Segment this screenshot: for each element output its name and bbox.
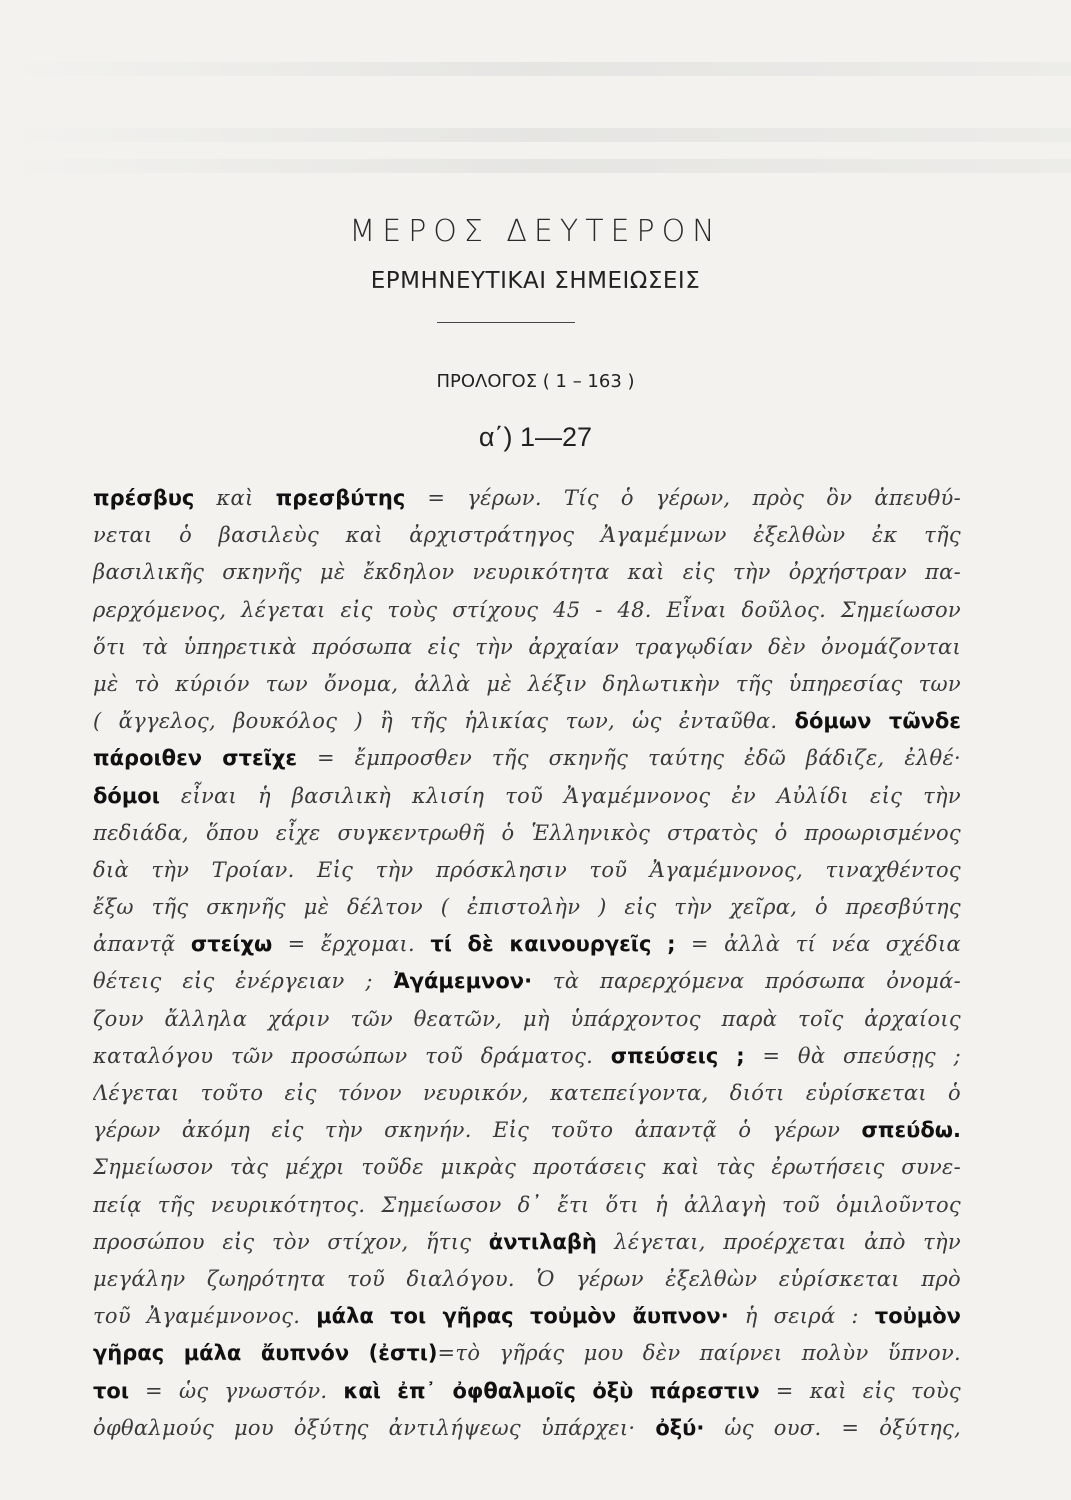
text-line (93, 963, 961, 1000)
text-line (93, 815, 961, 852)
lemma-term: Ἀγάμεμνον· (393, 969, 533, 994)
commentary-segment: θέτεις εἰς ἐνέργειαν ; (93, 969, 394, 994)
show-through-line (0, 159, 1071, 173)
text-line (93, 703, 961, 740)
text-line (93, 1261, 961, 1298)
text-line (93, 1112, 961, 1149)
commentary-segment: = ἔρχομαι. (272, 932, 431, 957)
lemma-term: τί δὲ καινουργεῖς ; (430, 932, 676, 957)
text-line (93, 740, 961, 777)
text-line (93, 480, 961, 517)
commentary-segment: διὰ τὴν Τροίαν. Εἰς τὴν πρόσκλησιν τοῦ Ἀγαμέμνονος, τιναχθέντος (93, 857, 961, 882)
commentary-segment: καὶ (194, 486, 276, 510)
commentary-segment: ὡς ουσ. = ὀξύτης, (704, 1415, 961, 1440)
text-line (93, 1373, 961, 1410)
lemma-term: πάροιθεν στεῖχε (93, 746, 298, 771)
lemma-term: δόμων τῶνδε (794, 709, 961, 734)
commentary-segment: προσώπου εἰς τὸν στίχον, ἥτις (93, 1229, 489, 1254)
commentary-segment: = ἔμπροσθεν τῆς σκηνῆς ταύτης ἐδῶ βάδιζε, ἐλθέ· (297, 746, 961, 771)
commentary-segment: λέγεται, προέρχεται ἀπὸ τὴν (596, 1229, 961, 1254)
lemma-term: μάλα τοι γῆρας τοὐμὸν ἄυπνον· (316, 1304, 729, 1329)
lemma-term: καὶ ἐπ᾽ ὀφθαλμοῖς ὀξὺ πάρεστιν (343, 1378, 760, 1403)
commentary-segment: =τὸ γῆράς μου δὲν παίρνει πολὺν ὕπνον. (437, 1341, 961, 1366)
show-through-line (0, 62, 1071, 76)
text-line (93, 1187, 961, 1224)
text-line (93, 889, 961, 926)
commentary-segment: ἀπαντᾷ (93, 932, 191, 957)
lemma-term: στείχω (190, 932, 273, 957)
commentary-segment: τὰ παρερχόμενα πρόσωπα ὀνομά- (532, 969, 961, 994)
lemma-term: σπεύσεις ; (610, 1043, 745, 1068)
commentary-segment: νεται ὁ βασιλεὺς καὶ ἀρχιστράτηγος Ἀγαμέμνων ἐξελθὼν ἐκ τῆς (93, 523, 961, 548)
text-line (93, 517, 961, 554)
commentary-segment: Σημείωσον τὰς μέχρι τοῦδε μικρὰς προτάσεις καὶ τὰς ἐρωτήσεις συνε- (93, 1155, 961, 1180)
commentary-segment: ζουν ἄλληλα χάριν τῶν θεατῶν, μὴ ὑπάρχοντος παρὰ τοῖς ἀρχαίοις (93, 1006, 961, 1031)
commentary-segment: τοῦ Ἀγαμέμνονος. (93, 1304, 317, 1329)
commentary-segment: ( ἄγγελος, βουκόλος ) ἢ τῆς ἡλικίας των, ὡς ἐνταῦθα. (93, 709, 795, 734)
text-line (93, 1335, 961, 1372)
text-line (93, 852, 961, 889)
divider (437, 322, 575, 323)
text-line (93, 592, 961, 629)
text-line (93, 1038, 961, 1075)
lemma-term: πρέσβυς (93, 486, 195, 510)
lemma-term: δόμοι (93, 783, 160, 808)
lemma-term: σπεύδω. (861, 1118, 961, 1143)
commentary-segment: ὀφθαλμούς μου ὀξύτης ἀντιλήψεως ὑπάρχει· (93, 1415, 656, 1440)
lemma-term: ὀξύ· (655, 1415, 705, 1440)
commentary-segment: ὅτι τὰ ὑπηρετικὰ πρόσωπα εἰς τὴν ἀρχαίαν τραγῳδίαν δὲν ὀνομάζονται (93, 634, 961, 659)
commentary-segment: ἡ σειρά : (728, 1304, 875, 1329)
commentary-segment: ρερχόμενος, λέγεται εἰς τοὺς στίχους 45 - 48. Εἶναι δοῦλος. Σημείωσον (93, 597, 961, 622)
prologue-heading: ΠΡΟΛΟΓΟΣ ( 1 – 163 ) (436, 371, 635, 392)
text-line (93, 1001, 961, 1038)
text-line (93, 554, 961, 591)
text-line (93, 666, 961, 703)
text-line (93, 1298, 961, 1335)
commentary-segment: Λέγεται τοῦτο εἰς τόνον νευρικόν, κατεπείγοντα, διότι εὑρίσκεται ὁ (93, 1081, 961, 1105)
commentary-segment: μὲ τὸ κύριόν των ὄνομα, ἀλλὰ μὲ λέξιν δηλωτικὴν τῆς ὑπηρεσίας των (93, 671, 961, 696)
lemma-term: τοι (93, 1378, 130, 1403)
commentary-segment: πείᾳ τῆς νευρικότητος. Σημείωσον δ᾽ ἔτι ὅτι ἡ ἀλλαγὴ τοῦ ὁμιλοῦντος (93, 1192, 961, 1217)
commentary-segment: = θὰ σπεύσῃς ; (744, 1043, 961, 1068)
text-line (93, 926, 961, 963)
commentary-segment: ἔξω τῆς σκηνῆς μὲ δέλτον ( ἐπιστολὴν ) εἰς τὴν χεῖρα, ὁ πρεσβύτης (93, 895, 961, 920)
text-line (93, 629, 961, 666)
commentary-segment: εἶναι ἡ βασιλικὴ κλισίη τοῦ Ἀγαμέμνονος ἐν Αὐλίδι εἰς τὴν (159, 783, 961, 808)
text-line (93, 1075, 961, 1112)
commentary-segment: = ὡς γνωστόν. (129, 1378, 344, 1403)
commentary-segment: = ἀλλὰ τί νέα σχέδια (675, 932, 961, 957)
commentary-segment: καταλόγου τῶν προσώπων τοῦ δράματος. (93, 1043, 611, 1068)
lemma-term: γῆρας μάλα ἄυπνόν (ἐστι) (93, 1341, 438, 1366)
text-line (93, 1410, 961, 1447)
section-heading: ΕΡΜΗΝΕΥΤΙΚΑΙ ΣΗΜΕΙΩΣΕΙΣ (370, 268, 701, 294)
text-line (93, 1149, 961, 1186)
commentary-segment: = γέρων. Τίς ὁ γέρων, πρὸς ὃν ἀπευθύ- (405, 486, 961, 510)
commentary-text (93, 480, 961, 1450)
lemma-term: ἀντιλαβὴ (488, 1229, 597, 1254)
commentary-segment: = καὶ εἰς τοὺς (759, 1378, 961, 1403)
commentary-segment: μεγάλην ζωηρότητα τοῦ διαλόγου. Ὁ γέρων ἐξελθὼν εὑρίσκεται πρὸ (93, 1266, 961, 1291)
show-through-line (0, 128, 1071, 142)
commentary-segment: πεδιάδα, ὅπου εἶχε συγκεντρωθῆ ὁ Ἑλληνικὸς στρατὸς ὁ προωρισμένος (93, 820, 961, 845)
lemma-term: πρεσβύτης (275, 486, 406, 510)
text-line (93, 778, 961, 815)
commentary-segment: βασιλικῆς σκηνῆς μὲ ἔκδηλον νευρικότητα καὶ εἰς τὴν ὀρχήστραν πα- (93, 560, 961, 585)
part-title: ΜΕΡΟΣ ΔΕΥΤΕΡΟΝ (349, 214, 722, 249)
commentary-segment: γέρων ἀκόμη εἰς τὴν σκηνήν. Εἰς τοῦτο ἀπαντᾷ ὁ γέρων (93, 1118, 862, 1143)
subsection-heading: α΄) 1—27 (478, 422, 593, 452)
lemma-term: τοὐμὸν (874, 1304, 961, 1329)
text-line (93, 1224, 961, 1261)
